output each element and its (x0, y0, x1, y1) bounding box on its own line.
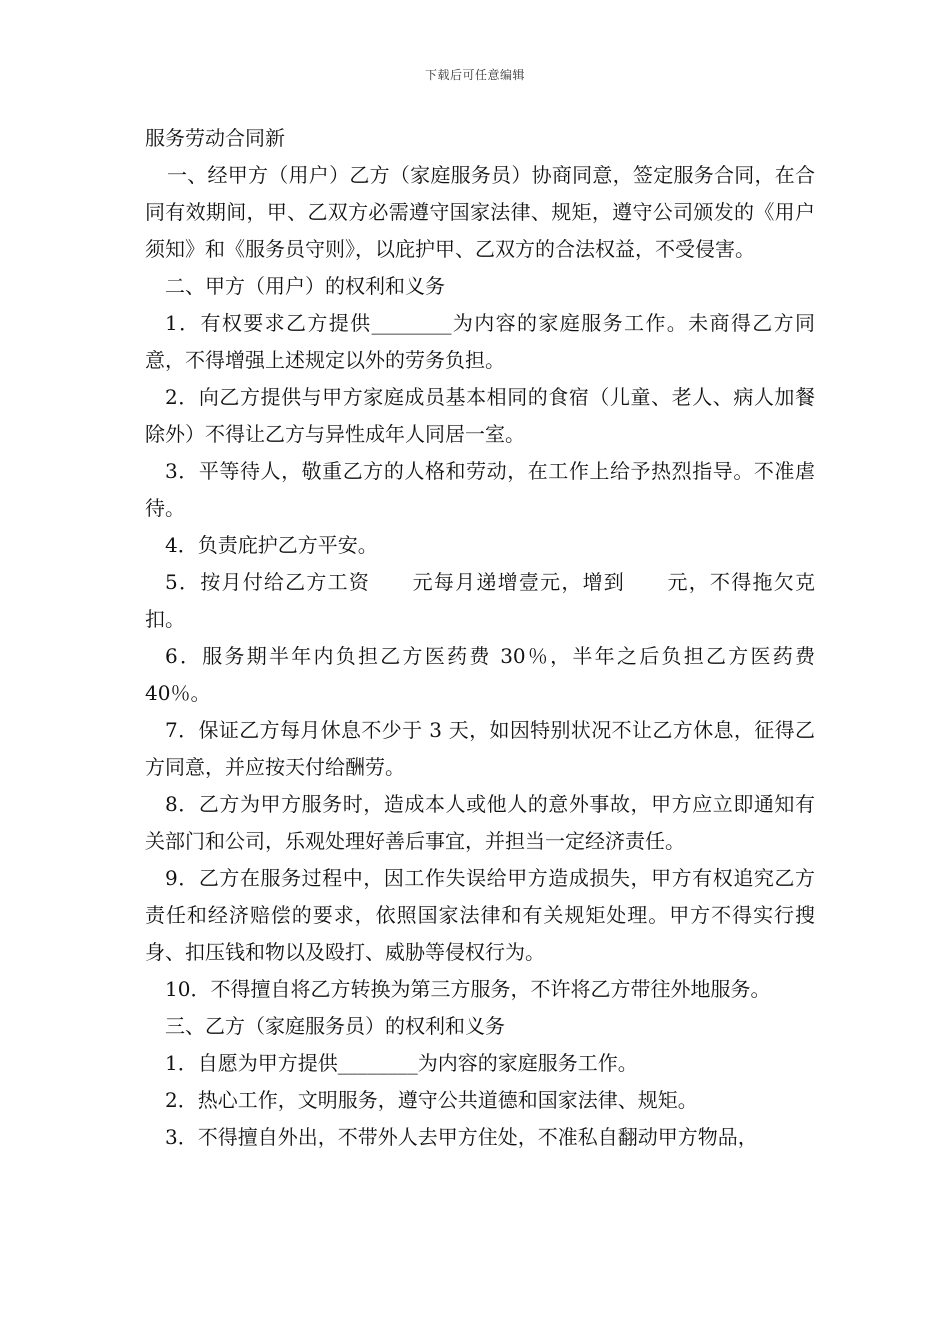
paragraph-clause: 6．服务期半年内负担乙方医药费 30％，半年之后负担乙方医药费 40％。 (145, 644, 815, 705)
paragraph-clause: 3．不得擅自外出，不带外人去甲方住处，不准私自翻动甲方物品， (165, 1125, 758, 1149)
paragraph-section-1: 一、经甲方（用户）乙方（家庭服务员）协商同意，签定服务合同，在合同有效期间，甲、乙双方必需遵守国家法律、规矩，遵守公司颁发的《用户须知》和《服务员守则》，以庇护甲、乙双方的合法权益，不受侵害。 (145, 163, 815, 261)
paragraph-section-2-heading: 二、甲方（用户）的权利和义务 (165, 274, 445, 298)
paragraph-clause: 2．热心工作，文明服务，遵守公共道德和国家法律、规矩。 (165, 1088, 698, 1112)
paragraph-clause: 9．乙方在服务过程中，因工作失误给甲方造成损失，甲方有权追究乙方责任和经济赔偿的要求，依照国家法律和有关规矩处理。甲方不得实行搜身、扣压钱和物以及殴打、威胁等侵权行为。 (145, 866, 815, 964)
document-title: 服务劳动合同新 (145, 126, 285, 150)
page-header: 下载后可任意编辑 (424, 68, 525, 82)
paragraph-clause: 3．平等待人，敬重乙方的人格和劳动，在工作上给予热烈指导。不准虐待。 (145, 459, 815, 520)
paragraph-clause: 7．保证乙方每月休息不少于 3 天，如因特别状况不让乙方休息，征得乙方同意，并应按天付给酬劳。 (145, 718, 815, 779)
paragraph-clause: 8．乙方为甲方服务时，造成本人或他人的意外事故，甲方应立即通知有关部门和公司，乐观处理好善后事宜，并担当一定经济责任。 (145, 792, 815, 853)
paragraph-clause: 10．不得擅自将乙方转换为第三方服务，不许将乙方带往外地服务。 (165, 977, 771, 1001)
document-body (145, 120, 815, 1156)
paragraph-section-3-heading: 三、乙方（家庭服务员）的权利和义务 (165, 1014, 505, 1038)
paragraph-clause: 4．负责庇护乙方平安。 (165, 533, 378, 557)
paragraph-clause: 2．向乙方提供与甲方家庭成员基本相同的食宿（儿童、老人、病人加餐除外）不得让乙方与异性成年人同居一室。 (145, 385, 815, 446)
paragraph-clause: 1．自愿为甲方提供________为内容的家庭服务工作。 (165, 1051, 638, 1075)
paragraph-clause: 5．按月付给乙方工资 元每月递增壹元，增到 元，不得拖欠克扣。 (145, 570, 815, 631)
paragraph-clause: 1．有权要求乙方提供________为内容的家庭服务工作。未商得乙方同意，不得增强上述规定以外的劳务负担。 (145, 311, 815, 372)
